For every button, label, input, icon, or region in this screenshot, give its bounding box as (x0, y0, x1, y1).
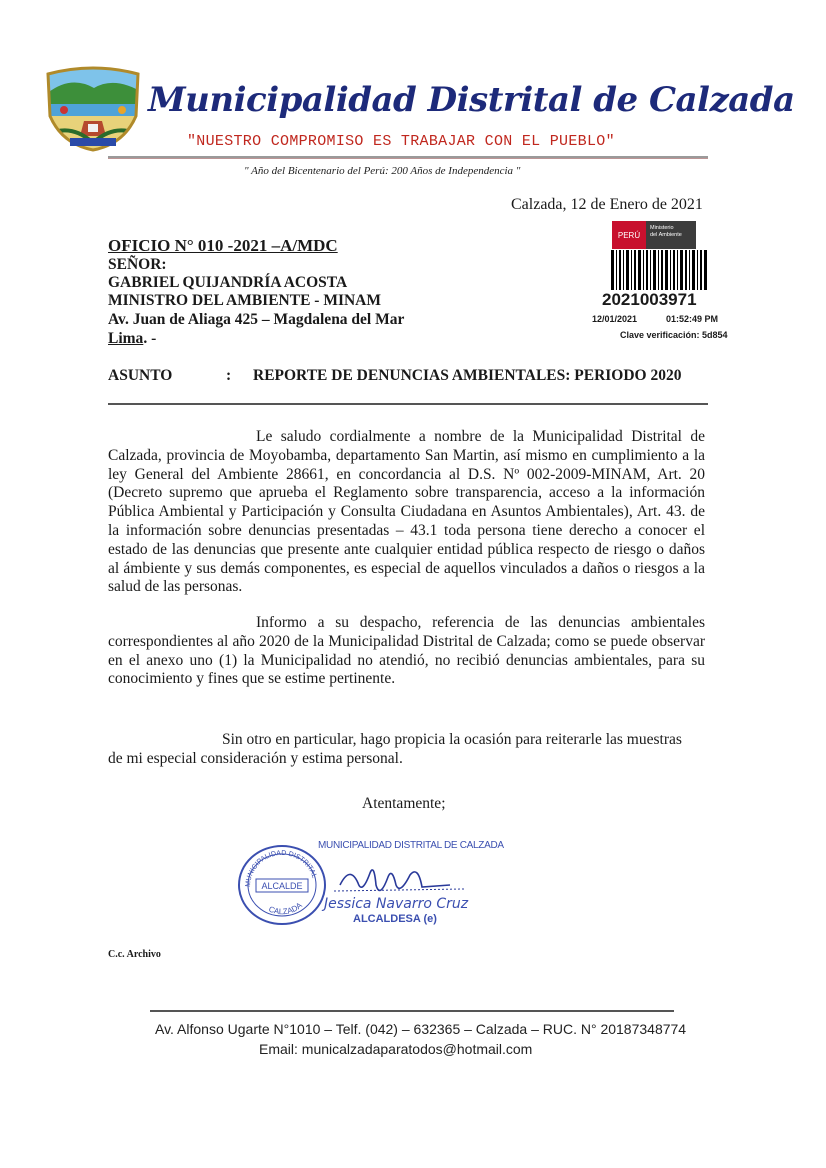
seal-top-text: MUNICIPALIDAD DISTRITAL (244, 849, 318, 888)
footer-divider (150, 1010, 674, 1012)
recipient-position: MINISTRO DEL AMBIENTE - MINAM (108, 292, 381, 309)
subject-label: ASUNTO (108, 367, 173, 384)
ministry-label (646, 221, 696, 249)
year-slogan: " Año del Bicentenario del Perú: 200 Años de Independencia " (244, 165, 521, 177)
header-divider-accent (108, 158, 708, 159)
recipient-city-suffix: . - (143, 330, 157, 347)
municipality-motto: "NUESTRO COMPROMISO ES TRABAJAR CON EL PUEBLO" (187, 133, 615, 150)
seal-center-text: ALCALDE (261, 881, 303, 891)
signatory-name: Jessica Navarro Cruz (324, 896, 469, 912)
regards: Atentamente; (362, 795, 446, 812)
recipient-city: Lima (108, 330, 144, 347)
closing-line-2: de mi especial consideración y estima personal. (108, 750, 403, 767)
subject-text: REPORTE DE DENUNCIAS AMBIENTALES: PERIODO 2020 (253, 367, 682, 384)
footer-email: Email: municalzadaparatodos@hotmail.com (259, 1041, 533, 1057)
ministry-label-line1: Ministerio (650, 225, 674, 231)
signatory-role: ALCALDESA (e) (353, 913, 437, 925)
recipient-salutation: SEÑOR: (108, 256, 167, 273)
peru-label: PERÚ (612, 221, 646, 249)
body-paragraph-2: Informo a su despacho, referencia de las denuncias ambientales correspondientes al año 2020 de la Municipalidad Distrital de Calzada; como se puede observar en el anexo uno (1) la Municipalidad no atendió, no recibió denuncias ambientales, para su conocimiento y fines que se estime pertinente. (108, 614, 705, 688)
closing-line-1: Sin otro en particular, hago propicia la ocasión para reiterarle las muestras (222, 731, 682, 748)
footer-address: Av. Alfonso Ugarte N°1010 – Telf. (042) – 632365 – Calzada – RUC. N° 20187348774 (155, 1021, 687, 1037)
recipient-name: GABRIEL QUIJANDRÍA ACOSTA (108, 274, 348, 291)
letter-date: Calzada, 12 de Enero de 2021 (511, 196, 703, 213)
verification-key: Clave verificación: 5d854 (620, 330, 728, 340)
registration-number: 2021003971 (602, 290, 697, 309)
registration-date: 12/01/2021 (592, 314, 638, 324)
ministry-stamp-logo (612, 221, 696, 249)
body-paragraph-1: Le saludo cordialmente a nombre de la Municipalidad Distrital de Calzada, provincia de Moyobamba, departamento San Martin, así mismo en cumplimiento a la ley General del Ambiente 28661, en concordancia al D.S. Nº 002-2009-MINAM, Art. 20 (Decreto supremo que aprueba el Reglamento sobre transparencia, acceso a la información Pública Ambiental y Participación y Consulta Ciudadana en Asuntos Ambientales), Art. 43. de la información sobre denuncias presentadas – 43.1 toda persona tiene derecho a conocer el estado de las denuncias que presente ante cualquier entidad pública respecto de riesgo o daños al ámbiente y sus demás componentes, es especial de aquellos vinculados a daños o riesgos a la salud de las personas. (108, 428, 705, 596)
official-seal (236, 843, 328, 927)
carbon-copy: C.c. Archivo (108, 949, 161, 960)
recipient-city-line (108, 330, 156, 348)
barcode (611, 250, 707, 290)
municipality-logo (44, 66, 142, 152)
municipality-stamp: MUNICIPALIDAD DISTRITAL DE CALZADA (318, 840, 504, 851)
svg-text:CALZADA (267, 900, 304, 916)
recipient-address: Av. Juan de Aliaga 425 – Magdalena del Mar (108, 311, 405, 328)
oficio-number: OFICIO N° 010 -2021 –A/MDC (108, 236, 338, 255)
registration-time: 01:52:49 PM (666, 314, 719, 324)
municipality-title: Municipalidad Distrital de Calzada (148, 80, 795, 120)
ministry-label-line2: del Ambiente (650, 232, 682, 238)
seal-bottom-text: CALZADA (267, 900, 304, 917)
subject-colon: : (226, 367, 232, 384)
subject-divider (108, 403, 708, 405)
